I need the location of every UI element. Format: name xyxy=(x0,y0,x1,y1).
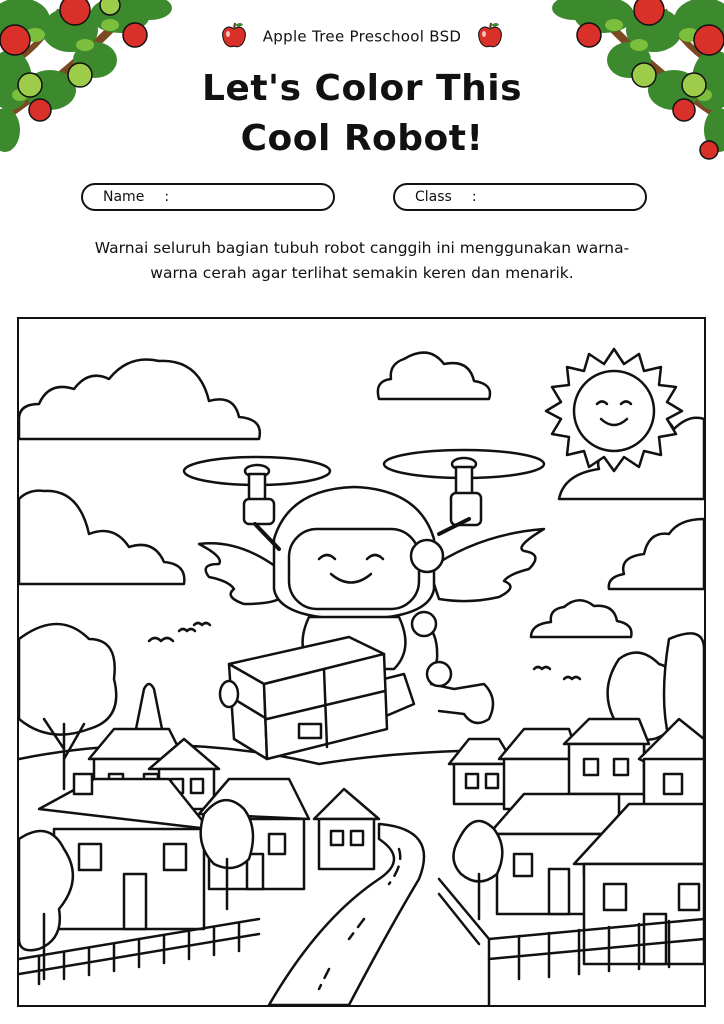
class-field[interactable] xyxy=(393,183,647,211)
class-label: Class xyxy=(415,189,452,205)
name-field[interactable] xyxy=(81,183,335,211)
tree-icon xyxy=(201,800,253,909)
robot xyxy=(184,450,544,759)
instructions xyxy=(50,236,674,286)
apple-icon xyxy=(219,20,249,50)
cloud-icon xyxy=(19,491,184,584)
instruction-line-2: warna cerah agar terlihat semakin keren dan menarik. xyxy=(150,264,574,282)
name-colon: : xyxy=(164,189,170,205)
cloud-icon xyxy=(19,359,260,439)
name-label: Name xyxy=(103,189,145,205)
page-title xyxy=(0,64,724,164)
cloud-icon xyxy=(531,600,631,637)
cloud-icon xyxy=(378,353,490,399)
cloud-icon xyxy=(609,519,704,589)
apple-icon xyxy=(475,20,505,50)
house-icon xyxy=(564,719,649,794)
coloring-frame xyxy=(17,317,706,1007)
house-icon xyxy=(314,789,379,869)
robot-coloring-illustration xyxy=(19,319,704,1005)
school-name: Apple Tree Preschool BSD xyxy=(262,27,462,46)
sun-icon xyxy=(546,349,682,471)
title-line-1: Let's Color This xyxy=(201,68,522,109)
title-line-2: Cool Robot! xyxy=(240,118,484,159)
school-header xyxy=(0,22,724,52)
class-colon: : xyxy=(471,189,477,205)
instruction-line-1: Warnai seluruh bagian tubuh robot canggih ini menggunakan warna- xyxy=(94,239,630,257)
